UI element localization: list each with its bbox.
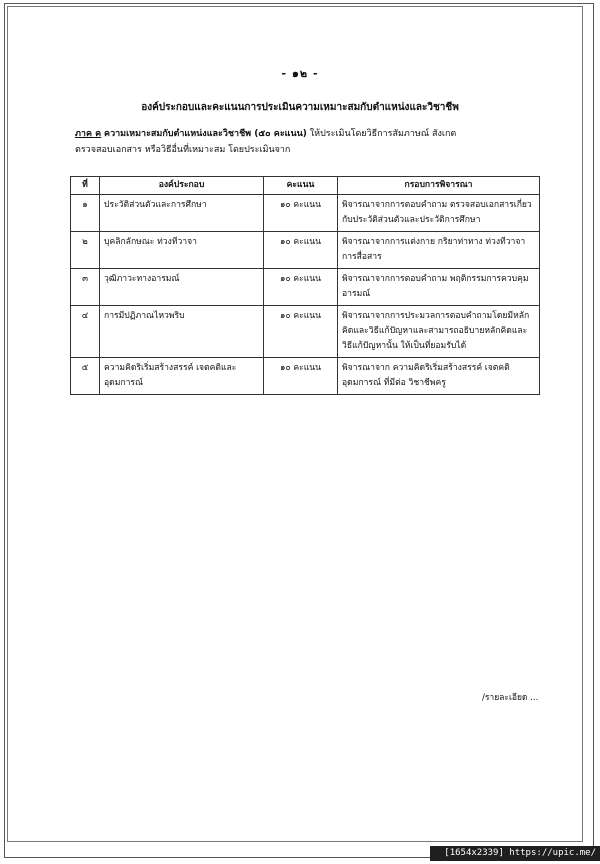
page-number: - ๑๒ - [281,67,319,80]
image-host-watermark: [1654x2339] https://upic.me/ [430,846,600,861]
header-component: องค์ประกอบ [100,177,264,195]
row-score: ๑๐ คะแนน [264,358,338,395]
row-no: ๒ [71,232,100,269]
row-component: ความคิดริเริ่มสร้างสรรค์ เจตคติและอุดมการณ์ [100,358,264,395]
row-component: การมีปฏิภาณไหวพริบ [100,306,264,358]
table-row [71,232,540,269]
table-row [71,306,540,358]
criteria-table [70,176,540,395]
part-label: ภาค ค [75,129,102,139]
table-row [71,358,540,395]
row-no: ๔ [71,306,100,358]
header-no: ที่ [71,177,100,195]
row-no: ๓ [71,269,100,306]
row-component: บุคลิกลักษณะ ท่วงทีวาจา [100,232,264,269]
table-row [71,195,540,232]
document-title: องค์ประกอบและคะแนนการประเมินความเหมาะสมกับตำแหน่งและวิชาชีพ [141,102,459,113]
row-criteria: พิจารณาจาก ความคิดริเริ่มสร้างสรรค์ เจตคติ อุดมการณ์ ที่มีต่อ วิชาชีพครู [338,358,540,395]
row-score: ๑๐ คะแนน [264,232,338,269]
row-criteria: พิจารณาจากการตอบคำถาม ตรวจสอบเอกสารเกี่ยวกับประวัติส่วนตัวและประวัติการศึกษา [338,195,540,232]
table-header-row [71,177,540,195]
row-component: ประวัติส่วนตัวและการศึกษา [100,195,264,232]
header-score: คะแนน [264,177,338,195]
row-no: ๕ [71,358,100,395]
row-no: ๑ [71,195,100,232]
row-component: วุฒิภาวะทางอารมณ์ [100,269,264,306]
row-criteria: พิจารณาจากการตอบคำถาม พฤติกรรมการควบคุมอารมณ์ [338,269,540,306]
header-criteria: กรอบการพิจารณา [338,177,540,195]
row-criteria: พิจารณาจากการประมวลการตอบคำถามโดยมีหลักคิดและวิธีแก้ปัญหาและสามารถอธิบายหลักคิดและวิธีแก้ปัญหานั้น ให้เป็นที่ยอมรับได้ [338,306,540,358]
intro-text-line2: ตรวจสอบเอกสาร หรือวิธีอื่นที่เหมาะสม โดยประเมินจาก [75,145,291,155]
row-score: ๑๐ คะแนน [264,195,338,232]
continuation-note: /รายละเอียด ... [482,693,539,703]
row-score: ๑๐ คะแนน [264,306,338,358]
table-row [71,269,540,306]
row-score: ๑๐ คะแนน [264,269,338,306]
part-heading: ความเหมาะสมกับตำแหน่งและวิชาชีพ (๕๐ คะแนน) [104,129,307,139]
row-criteria: พิจารณาจากการแต่งกาย กริยาท่าทาง ท่วงทีวาจาการสื่อสาร [338,232,540,269]
intro-text-line1: ให้ประเมินโดยวิธีการสัมภาษณ์ สังเกต [309,129,457,139]
intro-paragraph [75,126,545,158]
